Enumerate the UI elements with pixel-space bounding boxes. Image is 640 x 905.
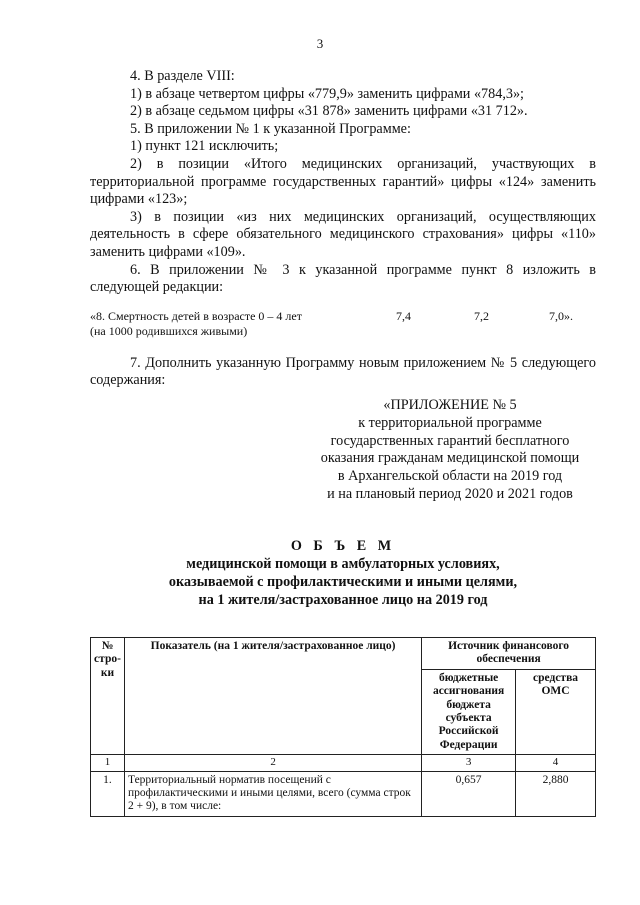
header-row-number: № стро-ки bbox=[91, 638, 125, 755]
appendix-line-3: государственных гарантий бесплатного bbox=[330, 432, 570, 449]
item-8-value-2020: 7,2 bbox=[474, 308, 489, 323]
paragraph-total-organizations: 2) в позиции «Итого медицинских организаций, участвующих в территориальной программе государственных гарантий» цифры «124» заменить цифрами «123»; bbox=[90, 155, 596, 208]
paragraph-oms-organizations: 3) в позиции «из них медицинских организаций, осуществляющих деятельность в сфере обязательного медицинского страхования» цифры «110» заменить цифрами «109». bbox=[90, 208, 596, 260]
appendix-line-2: к территориальной программе bbox=[358, 414, 542, 431]
title-line-3: оказываемой с профилактическими и иными целями, bbox=[168, 574, 518, 590]
document-title bbox=[90, 537, 596, 609]
appendix-line-4: оказания гражданам медицинской помощи bbox=[320, 450, 580, 467]
paragraph-item-1: 1) в абзаце четвертом цифры «779,9» заменить цифрами «784,3»; bbox=[130, 85, 525, 102]
row-number: 1. bbox=[91, 771, 125, 816]
appendix-line-5: в Архангельской области на 2019 год bbox=[337, 468, 563, 485]
appendix-line-6: и на плановый период 2020 и 2021 годов bbox=[327, 485, 573, 502]
header-budget: бюджетные ассигнования бюджета субъекта Российской Федерации bbox=[422, 669, 516, 754]
item-8-value-2021: 7,0». bbox=[549, 308, 573, 323]
paragraph-appendix-3: 6. В приложении № 3 к указанной программе пункт 8 изложить в следующей редакции: bbox=[90, 261, 596, 296]
paragraph-add-appendix-5: 7. Дополнить указанную Программу новым приложением № 5 следующего содержания: bbox=[90, 354, 596, 389]
row-indicator: Территориальный норматив посещений с профилактическими и иными целями, всего (сумма строк 2 + 9), в том числе: bbox=[124, 771, 421, 816]
title-line-2: медицинской помощи в амбулаторных условиях, bbox=[186, 556, 500, 572]
page-number: 3 bbox=[316, 36, 324, 51]
item-8-sublabel: (на 1000 родившихся живыми) bbox=[90, 323, 248, 338]
item-8-row bbox=[90, 309, 596, 343]
item-8-label: «8. Смертность детей в возрасте 0 – 4 лет bbox=[90, 308, 302, 323]
column-number-4: 4 bbox=[516, 755, 596, 771]
paragraph-item-2: 2) в абзаце седьмом цифры «31 878» заменить цифрами «31 712». bbox=[130, 103, 528, 120]
item-8-value-2019: 7,4 bbox=[396, 308, 411, 323]
appendix-heading bbox=[300, 397, 600, 504]
column-number-1: 1 bbox=[91, 755, 125, 771]
row-oms-value: 2,880 bbox=[516, 771, 596, 816]
column-number-2: 2 bbox=[124, 755, 421, 771]
paragraph-point-121: 1) пункт 121 исключить; bbox=[130, 138, 279, 155]
appendix-line-1: «ПРИЛОЖЕНИЕ № 5 bbox=[383, 397, 517, 413]
paragraph-section-viii: 4. В разделе VIII: bbox=[130, 68, 235, 84]
row-budget-value: 0,657 bbox=[422, 771, 516, 816]
body-text bbox=[90, 68, 596, 390]
column-number-3: 3 bbox=[422, 755, 516, 771]
header-funding-source: Источник финансового обеспечения bbox=[422, 638, 596, 670]
title-line-4: на 1 жителя/застрахованное лицо на 2019 год bbox=[198, 592, 488, 608]
title-line-1: О Б Ъ Е М bbox=[290, 538, 396, 554]
header-indicator: Показатель (на 1 жителя/застрахованное лицо) bbox=[124, 638, 421, 755]
volume-table bbox=[90, 637, 596, 817]
table-row bbox=[91, 771, 596, 816]
header-oms: средства ОМС bbox=[516, 669, 596, 754]
paragraph-appendix-1: 5. В приложении № 1 к указанной Программе: bbox=[130, 120, 411, 137]
